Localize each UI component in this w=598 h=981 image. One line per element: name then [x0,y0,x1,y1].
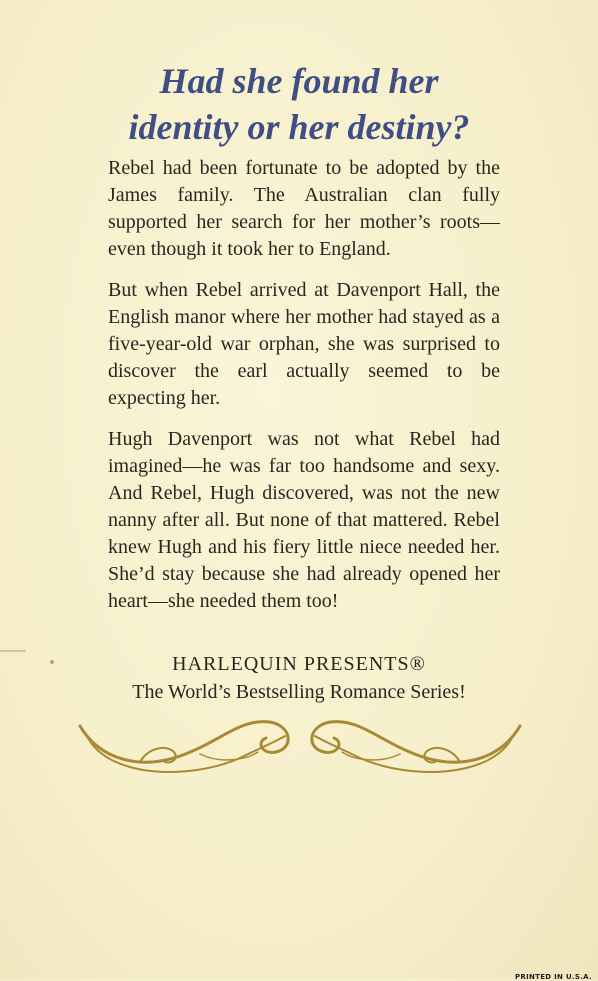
headline-line-2: identity or her destiny? [128,107,470,147]
headline-line-1: Had she found her [159,61,439,101]
series-tagline: The World’s Bestselling Romance Series! [132,681,466,703]
blurb-paragraph-1: Rebel had been fortunate to be adopted by the James family. The Australian clan fully supported her search for her mother’s roots—even though it took her to England. [108,157,500,260]
headline [0,58,598,150]
series-block [0,650,598,706]
paper-crease [0,650,26,652]
series-brand: HARLEQUIN PRESENTS® [172,653,426,675]
printed-in-label: PRINTED IN U.S.A. [514,973,592,981]
blurb-paragraph-2: But when Rebel arrived at Davenport Hall, the English manor where her mother had stayed as a five-year-old war orphan, she was surprised to discover the earl actually seemed to be expecting her. [108,279,500,409]
blurb-paragraph-3: Hugh Davenport was not what Rebel had imagined—he was far too handsome and sexy. And Rebel, Hugh discovered, was not the new nanny after all. But none of that mattered. Rebel knew Hugh and his fiery little niece needed her. She’d stay because she had already opened her heart—she needed them too! [108,428,500,612]
blurb [108,155,500,629]
ornamental-flourish-icon [70,708,530,788]
paper-spot [50,660,54,664]
